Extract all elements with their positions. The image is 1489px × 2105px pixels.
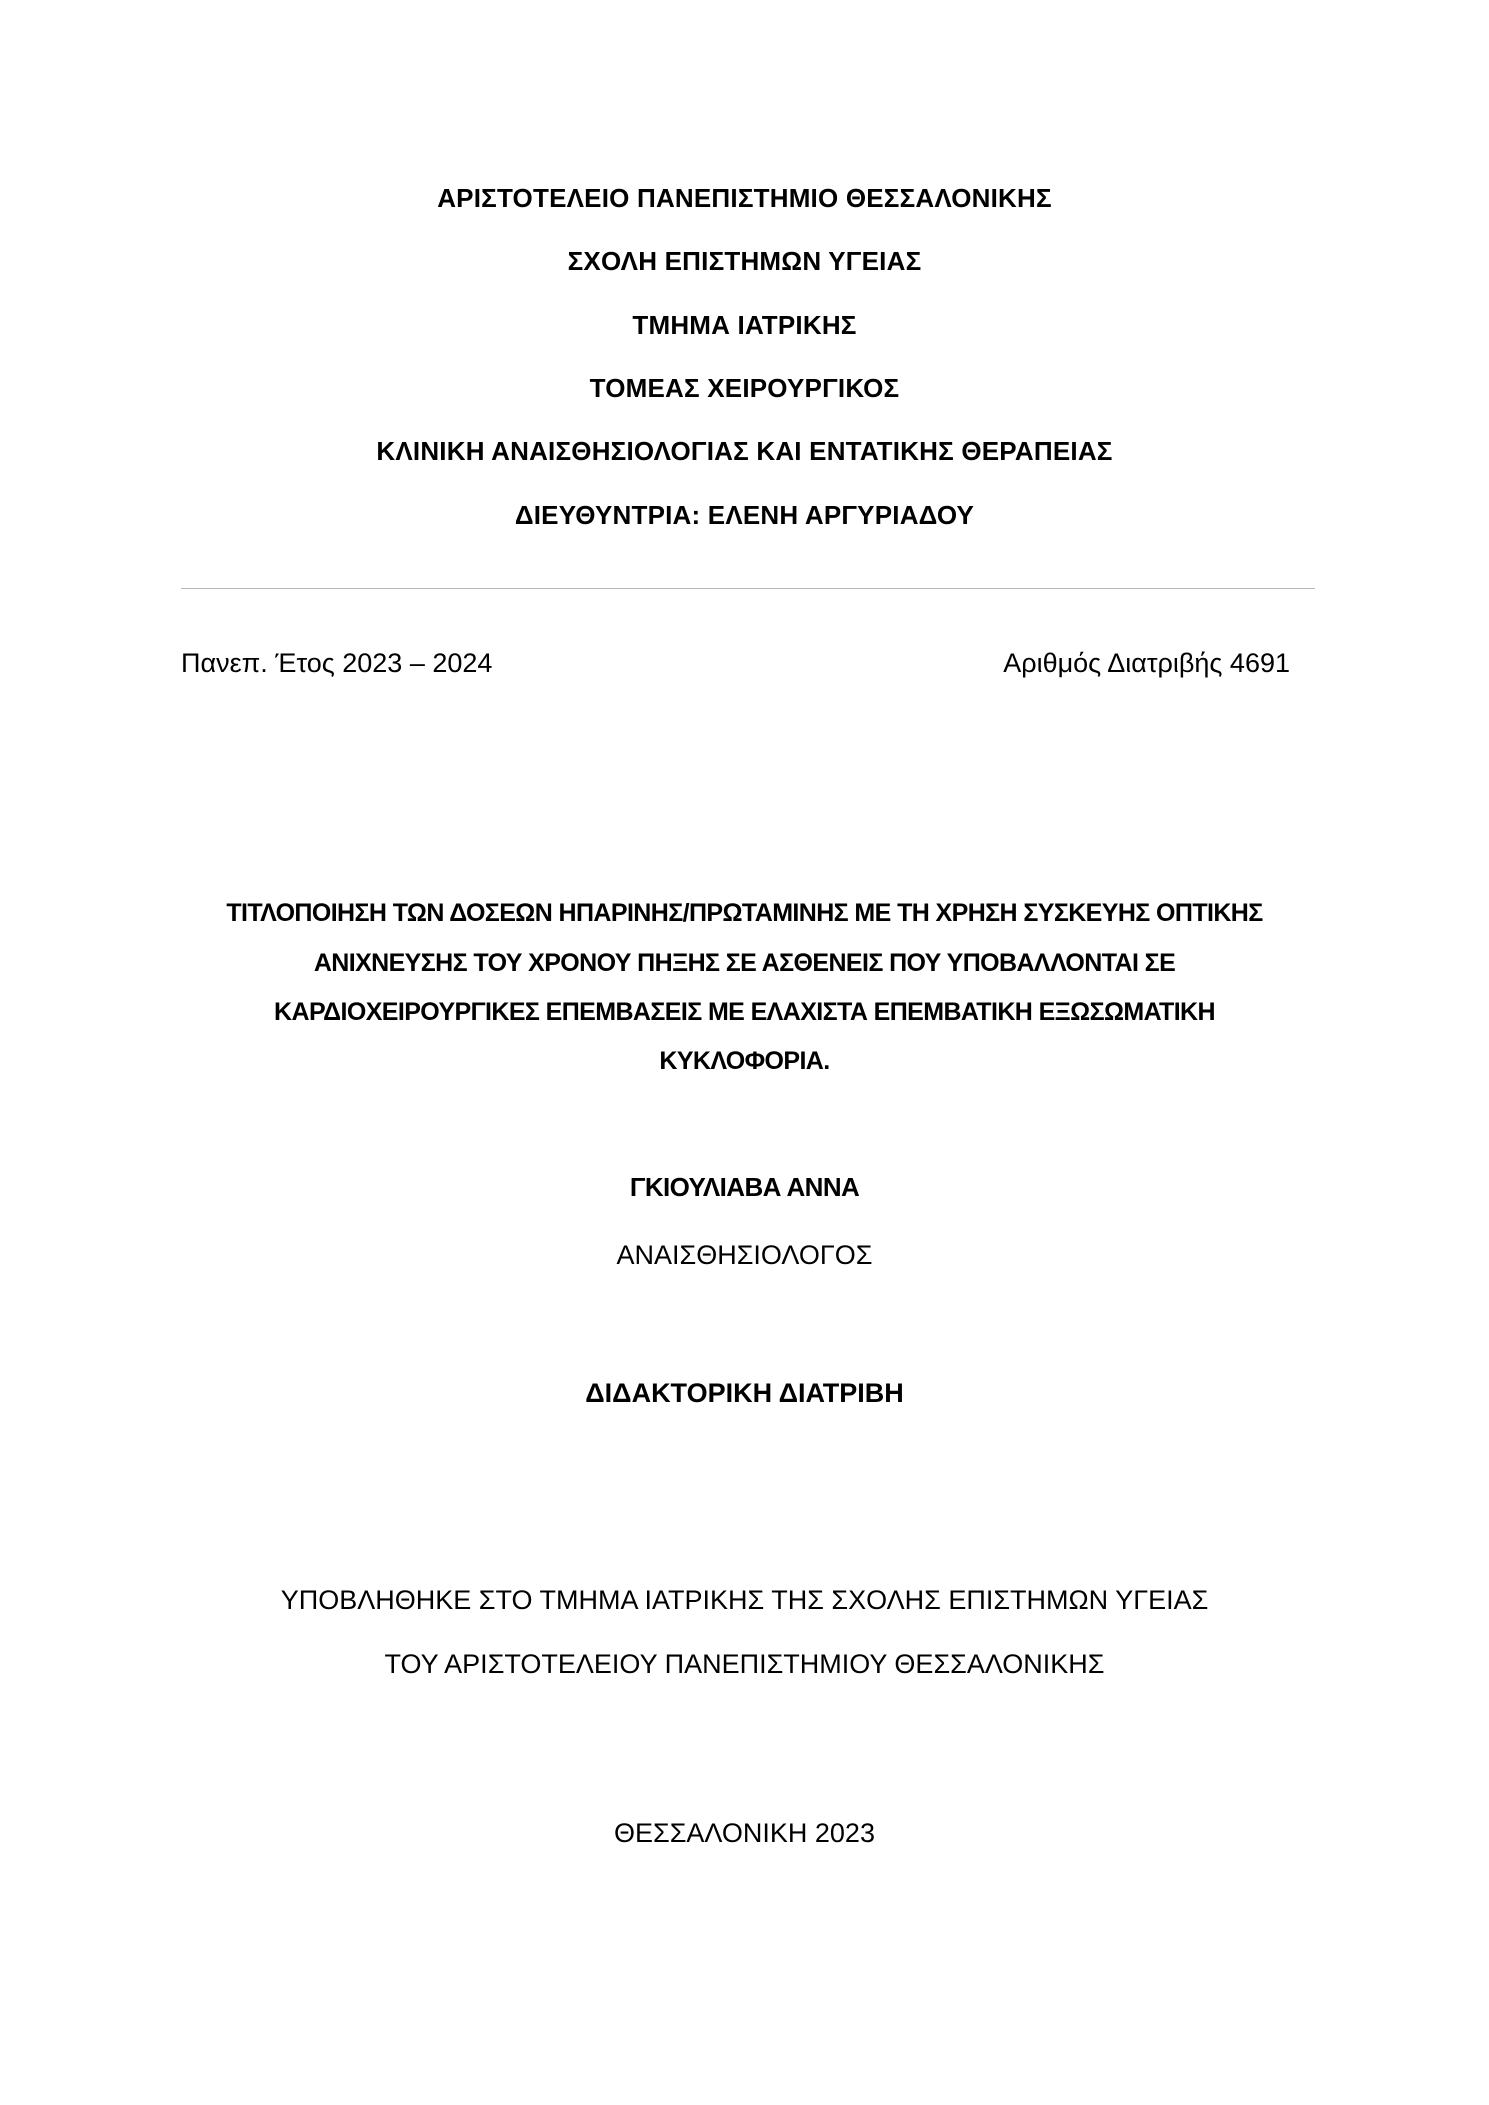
clinic-name: ΚΛΙΝΙΚΗ ΑΝΑΙΣΘΗΣΙΟΛΟΓΙΑΣ ΚΑΙ ΕΝΤΑΤΙΚΗΣ ΘΕΡΑΠΕΙΑΣ bbox=[376, 436, 1113, 466]
sector-name: ΤΟΜΕΑΣ ΧΕΙΡΟΥΡΓΙΚΟΣ bbox=[589, 373, 900, 403]
document-type: ΔΙΔΑΚΤΟΡΙΚΗ ΔΙΑΤΡΙΒΗ bbox=[585, 1378, 904, 1408]
thesis-title-line-2: ΑΝΙΧΝΕΥΣΗΣ ΤΟΥ ΧΡΟΝΟΥ ΠΗΞΗΣ ΣΕ ΑΣΘΕΝΕΙΣ ΠΟΥ ΥΠΟΒΑΛΛΟΝΤΑΙ ΣΕ bbox=[313, 949, 1176, 977]
university-name: ΑΡΙΣΤΟΤΕΛΕΙΟ ΠΑΝΕΠΙΣΤΗΜΙΟ ΘΕΣΣΑΛΟΝΙΚΗΣ bbox=[437, 183, 1052, 213]
submission-line-1: ΥΠΟΒΛΗΘΗΚΕ ΣΤΟ ΤΜΗΜΑ ΙΑΤΡΙΚΗΣ ΤΗΣ ΣΧΟΛΗΣ ΕΠΙΣΤΗΜΩΝ ΥΓΕΙΑΣ bbox=[280, 1585, 1209, 1615]
author-role: ΑΝΑΙΣΘΗΣΙΟΛΟΓΟΣ bbox=[616, 1240, 873, 1270]
header-divider bbox=[181, 588, 1315, 589]
thesis-title-line-4: ΚΥΚΛΟΦΟΡΙΑ. bbox=[659, 1047, 830, 1075]
academic-year: Πανεπ. Έτος 2023 – 2024 bbox=[181, 648, 493, 678]
place-date: ΘΕΣΣΑΛΟΝΙΚΗ 2023 bbox=[614, 1818, 875, 1848]
director-line: ΔΙΕΥΘΥΝΤΡΙΑ: ΕΛΕΝΗ ΑΡΓΥΡΙΑΔΟΥ bbox=[514, 500, 975, 530]
school-name: ΣΧΟΛΗ ΕΠΙΣΤΗΜΩΝ ΥΓΕΙΑΣ bbox=[567, 246, 922, 276]
submission-line-2: ΤΟΥ ΑΡΙΣΤΟΤΕΛΕΙΟΥ ΠΑΝΕΠΙΣΤΗΜΙΟΥ ΘΕΣΣΑΛΟΝΙΚΗΣ bbox=[384, 1649, 1105, 1679]
thesis-number: Αριθμός Διατριβής 4691 bbox=[1003, 648, 1290, 678]
author-name: ΓΚΙΟΥΛΙΑΒΑ ΑΝΝΑ bbox=[629, 1172, 860, 1202]
thesis-title-line-3: ΚΑΡΔΙΟΧΕΙΡΟΥΡΓΙΚΕΣ ΕΠΕΜΒΑΣΕΙΣ ΜΕ ΕΛΑΧΙΣΤΑ ΕΠΕΜΒΑΤΙΚΗ ΕΞΩΣΩΜΑΤΙΚΗ bbox=[274, 998, 1215, 1026]
department-name: ΤΜΗΜΑ ΙΑΤΡΙΚΗΣ bbox=[632, 310, 857, 340]
thesis-title-line-1: ΤΙΤΛΟΠΟΙΗΣΗ ΤΩΝ ΔΟΣΕΩΝ ΗΠΑΡΙΝΗΣ/ΠΡΩΤΑΜΙΝΗΣ ΜΕ ΤΗ ΧΡΗΣΗ ΣΥΣΚΕΥΗΣ ΟΠΤΙΚΗΣ bbox=[226, 899, 1263, 927]
